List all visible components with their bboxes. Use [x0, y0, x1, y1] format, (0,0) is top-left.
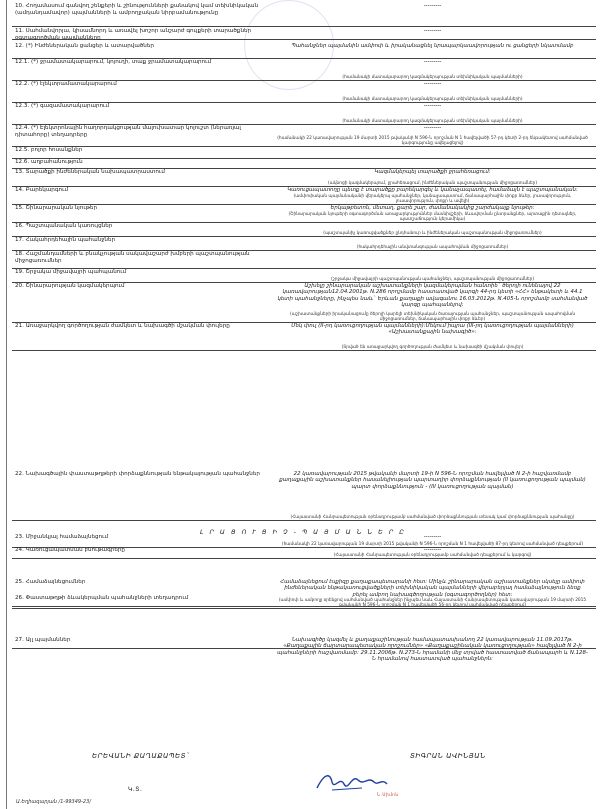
row-caption: (ամփոփական պայմանականի վերակերպ պահանջներ, կանաչապատում, ճանապարհային փոքր ձևեր, լուսավորություն, լուսավորություն, փոքր և ավելի) [293, 194, 572, 204]
row-r19 [12, 268, 596, 283]
row-label: 16. Պաշտպանական կառույցներ [15, 223, 113, 229]
row-r16 [12, 222, 596, 237]
row-caption: (համանակի մատակարարող կազմակերպության տեխնիկական պայմանների) [342, 119, 523, 124]
row-value: --------- [423, 28, 442, 34]
row-caption: (համանակի մատակարարող կազմակերպության տեխնիկական պայմանների) [342, 97, 523, 102]
row-r12_1 [12, 58, 596, 81]
row-r17 [12, 236, 596, 251]
row-caption: (հակահրդեհային անվտանգության ապահովման միջոցառումներ) [356, 245, 509, 250]
row-label: 12.2. (*) էլեկտրամատակարարում [15, 81, 117, 87]
row-label: 11. Սահմանվորյա, կիսամնորդ և առավել խոշոր անշարժ գույքերի տարածքներ օգտագործման պայմանները [15, 28, 252, 41]
seal-label: Կ.Տ. [128, 786, 143, 793]
row-caption: (համանակի մատակարարող կազմակերպության տեխնիկական պայմանների) [342, 75, 523, 80]
row-caption: (ամփոփ և ամբողջ օրենքով սահմանված պահանջներ ինչպես նաև Հայաստանի Հանրապետության կառավարության 19 մարտի 2015 թվականի N 596-Ն որոշման N 1 հավելվածի 56-րդ կետով սահմանված դեպքերում) [278, 598, 587, 608]
row-label: 12.6. աղբահանություն [15, 159, 83, 165]
row-caption: (համանակի 22 կառավարության 19 մարտի 2015 թվականի N 596-Ն որոշման N 1 հավելվածի 87-րդ կետով սահմանված դեպքերում) [281, 542, 584, 547]
signatory-name: ՏԻԳՐԱՆ ԱՎԻՆՅԱՆ [410, 752, 486, 760]
row-value: --------- [423, 81, 442, 87]
row-r15 [12, 204, 596, 223]
row-label: 23. Միջանկյալ համաձայնեցում [15, 534, 109, 540]
page-left-border [6, 0, 7, 809]
row-value: --------- [423, 534, 442, 540]
row-label: 27. Այլ պայմաններ [15, 637, 71, 643]
row-label: 15. Շինարարական նյութեր [15, 205, 98, 211]
row-label: 19. Շրջակա միջավայրի պահպանում [15, 269, 127, 275]
row-label: 12.5. բոլոր հոսանքներ [15, 147, 83, 153]
row-value: Աշխելը շինարարական աշխատանքների կազմակերպման հանտիե` ծերոյի ունենալով 22 կառավարության12.04.2001թ. N.286 որոշմամբ հաստատված կարգի 44-րդ կետի «ՀՀ» ենթակետի և 44.1 կետի պահանջները, ինչպես նաև` Երևան քաղաքի ավագանու 16.03.2012թ. N.405-Ն որոշմամբ սահմանված կարգը պահպանելով: [277, 283, 588, 309]
section-heading: Լ Ր Ա Ց Ո Ւ Ց Ի Չ - Պ Ա Յ Մ Ա Ն Ն Ե Ր Ը [200, 528, 406, 536]
row-caption: (Հայաստանի Հանրապետության օրենսդրությամբ սահմանված փորձաքննության տեսակ կամ փորձաքննության պահանջը) [290, 515, 575, 520]
row-r11 [12, 27, 596, 40]
row-label: 22. Նախագծային փաստաթղթերի փորձաքննության ենթակայության պահանջներ [15, 471, 260, 477]
row-label: 26. Փաստաթղթի ձևակերպման պահանջների տեղադրում [15, 595, 189, 601]
row-caption: (պաշտպանիչ կառուցվածքներ ընդհանուր և ինժեներական պաշտպանության միջոցառումներ) [323, 231, 542, 236]
row-label: 18. Հաշմանդամների և բնակչության սակավաշարժ խմբերի պաշտպանության միջոցառումներ [15, 251, 250, 264]
row-label: 12.1. (*) ջրամատակարարում, կոյուղի, տաք ջրամատակարարում [15, 59, 212, 65]
row-r12 [12, 42, 596, 59]
row-label: 14. Բարեկարգում [15, 187, 69, 193]
row-r12_4 [12, 124, 596, 147]
row-caption: (աշխատանքների իրականացումը ծերոյի կարելի տեխնիկական ծառայության պահանջներ, պաշտպանության ապահովման միջոցառումներ, ճանապարհային փոքր ձևեր) [289, 312, 576, 322]
signature-icon [312, 766, 392, 796]
row-label: 12.4. (*) Էլեկտրոնային հաղորդակցության մալուխատար կոլուշտ (ներառյալ դիտահորը) տեղադրերը [15, 125, 241, 138]
row-label: 25. Համաձայնեցումներ [15, 579, 86, 585]
signatory-title: ԵՐԵՎԱՆԻ ՔԱՂԱՔԱՊԵՏ` [92, 752, 191, 760]
row-value: Նախագիծը կազմել և քաղաքաշինության համապատասխանող 22 կառավարության 11.09.2017թ. «Քաղաքային ճարտարապետական որոշումներ» «Քաղաքաշինական կառուցողության» հավելված N 2-ի պահանջների հաշվառմամբ: 29.11.2006թ. N.273-Ն հրամանի մեջ տրված հաստատված ճանապարհ և N.128-Ն հրամանով հաստատված պահանջներն: [277, 637, 588, 663]
row-r22 [12, 470, 596, 521]
red-signature-mark: Ն.Սիմոն [377, 792, 399, 797]
row-caption: (Տրված են առաջարկվող գործողության ժամկետ և նախագծի մշակման փուլեր) [341, 345, 524, 350]
row-value: --------- [423, 3, 442, 9]
row-r12_2 [12, 80, 596, 103]
row-label: 13. Տարածքի ինժեներական նախապատրաստում [15, 169, 165, 175]
row-caption: (շրջակա միջավայրի պաշտպանության պահանջներ, պաշտպանության միջոցառումներ) [330, 277, 535, 282]
row-value: Համաձայնեցում էսքիզը քաղաքապետարանի հետ: Մինչև շինարարական աշխատանքներ սկսելը ամփոփ ինժեներական ենթակառուցվածքների տեխնիկական պայմանների վերաբերյալ համաձայնություն ձեռք բերել ամբող նախագծողության (օգտագործողներ) հետ: [280, 579, 585, 598]
row-value: Երկաթբետոն, մետաղ, քարե շար, ժամանակակից շարժակայք նյութեր: [330, 205, 535, 211]
row-caption: (ակնոցի կազմակերպում, ջրահեռացում, ինժեներական պաշտպանության միջոցառումներ) [327, 181, 538, 186]
row-value: Կազմակերպել տարածքի ջրահեռացում: [374, 169, 491, 175]
row-r26 [12, 594, 596, 607]
row-value: Մեկ փուլ (II-րդ կառուցողության պայմանների):Մեկում իպրա (III-րդ կառուցողության պայմանների) «Աշխատանքային նախագիծ»: [291, 323, 574, 336]
row-label: 24. Կառուցապատման բնութագրերը [15, 547, 125, 553]
row-label: 17. Հակահրդեհային պահանջներ [15, 237, 116, 243]
row-caption: (Հայաստանի Հանրապետության օրենսդրությամբ սահմանված դեպքերում և կարգով) [333, 553, 532, 558]
row-value: Կառուցապատողը պետք է տարածքը բարեկարգել և կանաչապատել, համաձայն է պաշտպանական: [287, 187, 578, 193]
row-label: 12.3. (*) գազամատակարարում [15, 103, 110, 109]
row-r13 [12, 168, 596, 187]
row-caption: (Շինարարական նյութերի օգտագործման առաջարկություններ մասնիվշերի, ձևավորման ընտրանքներ, արտաքին դետալներ, պատշաճություն կերամիկա) [288, 212, 577, 222]
row-value: Պահանջներ պայմանին ամփոփ և իրականացնել նրապարկաավորության ու ցանցերի նկատմամբ [291, 43, 574, 49]
row-label: 12. (*) Ինժեներական ցանցեր և ատարվածներ [15, 43, 154, 49]
row-value: 22 կառավարության 2015 թվականի մարտի 19-ի N 596-Ն որոշման հավելված N 2-ի հաշվառմամբ քաղաքային աշխատանքներ հասանելիության պարտադիր փորձաքննության (II կառուցողության պայման) պարտ փորձաքննություն - (III կառուցողության պայման) [279, 471, 586, 490]
row-r12_3 [12, 102, 596, 125]
row-value: --------- [423, 125, 442, 131]
row-r18 [12, 250, 596, 269]
row-label: 10. Հողամասում գանվող շենքերի և շինությունների քանակով կամ տեխնիկական (ամդանդամավոր) պայմանների և ամբողջական նիրբամանությունը [15, 3, 259, 16]
row-r14 [12, 186, 596, 205]
row-r21 [12, 322, 596, 351]
row-value: --------- [423, 103, 442, 109]
row-caption: (համանակի 22 կառավարության 19 մարտի 2015 թվականի N 596-Ն որոշման N 1 հավելվածի 57-րդ կետի 2-րդ ենթակետով սահմանված կարգությունը ավելացելով) [277, 136, 588, 146]
row-r10 [12, 2, 596, 27]
row-label: 20. Շինարարության կազմակերպում [15, 283, 125, 289]
row-label: 21. Առաջարկվող գործողության ժամկետ և նախագծի մշակման փուլերը [15, 323, 230, 329]
row-r20 [12, 282, 596, 323]
row-r27 [12, 636, 596, 663]
footer-reference: Ա.Եղիազարյան /1-99349-23/ [16, 799, 91, 805]
row-value: --------- [423, 59, 442, 65]
row-value: --------- [423, 547, 442, 553]
row-r24 [12, 546, 596, 559]
